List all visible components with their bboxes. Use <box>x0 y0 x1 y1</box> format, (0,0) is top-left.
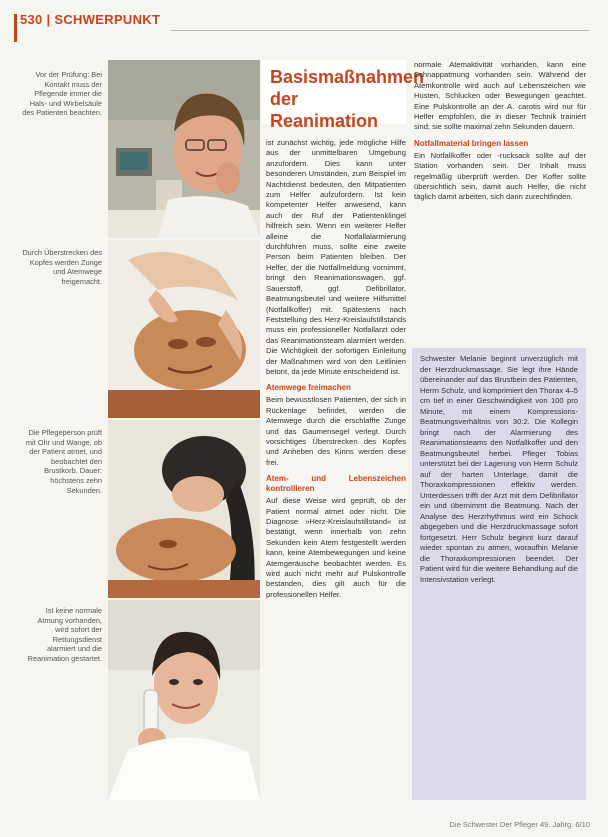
col2-paragraph-2: Ein Notfallkoffer oder -rucksack sollte auf der Station vorhanden sein. Der Inhalt muss regelmäßig überprüft werden. Der Koffer sollte übersichtlich sein, damit auch Helfer, die nicht täglich damit arbeiten, sich darin zurechtfinden. <box>414 150 586 202</box>
heading-material: Notfallmaterial bringen lassen <box>414 138 529 148</box>
title-line-1: Basismaßnahmen <box>270 67 425 87</box>
photo-phone-call <box>108 600 260 800</box>
heading-airway: Atemwege freimachen <box>266 383 351 393</box>
caption-4: Ist keine normale Atmung vorhanden, wird sofort der Rettungsdienst alarmiert und die Reanimation gestartet. <box>27 606 102 663</box>
col1-paragraph-2: Beim bewusstlosen Patienten, der sich in Rückenlage befindet, werden die Atemwege durch die erschlaffte Zunge und das Gaumensegel verlegt. Durch vorsichtiges Überstrecken des Kopfes und Anheben des Kinns werden diese frei. <box>266 395 406 467</box>
sidebar-text: Schwester Melanie beginnt unverzüglich mit der Herzdruckmassage. Sie legt ihre Hände übereinander auf das Brustbein des Patienten, Herrn Schulz, und komprimiert den Thorax 4–5 cm tief in einer Geschwindigkeit von 100 pro Minute, mit einem Kompressions-Beatmungsverhältnis von 30:2. Die Kollegin bringt nach der Alarmierung des Reanimationsteams den Notfallkoffer und den Beatmungsbeutel herbei. Pfleger Tobias unterstützt bei der Lagerung von Herrn Schulz auf der harten Unterlage, damit die Thoraxkompressionen effektiv werden. Unterdessen trifft der Arzt mit dem Defibrillator ein und übernimmt die Beatmung. Nach der Analyse des Herzrhythmus wird ein Schock abgegeben und die Herzdruckmassage sofort fortgesetzt. Herr Schulz beginnt kurz darauf wieder spontan zu atmen, woraufhin Melanie die Thoraxkompressionen beendet. Der Patient wird für die weitere Behandlung auf die Intensivstation verlegt. <box>420 354 578 584</box>
title-line-2: der Reanimation <box>270 89 379 131</box>
col1-paragraph-3: Auf diese Weise wird geprüft, ob der Patient normal atmet oder nicht. Die Diagnose »Herz-Kreislaufstillstand« ist bestätigt, wenn innerhalb von zehn Sekunden kein Atem festgestellt werden kann, keine Atembewegungen und keine Atemgeräusche beobachtet werden. Es wird auch nicht mehr auf Pulskontrolle bestanden, dies gilt auch für die professionellen Helfer. <box>266 496 406 599</box>
accent-bar <box>14 14 17 42</box>
case-sidebar <box>412 348 586 800</box>
page-number: 530 <box>20 12 43 27</box>
page-header <box>0 0 608 44</box>
text-column-2 <box>414 60 586 342</box>
caption-1: Vor der Prüfung: Bei Kontakt muss der Pflegende immer die Hals- und Wirbelsäule des Patienten beachten. <box>22 70 102 118</box>
text-column-1 <box>266 138 406 800</box>
page-footer: Die Schwester Der Pfleger 49. Jahrg. 6/10 <box>449 820 590 829</box>
section-name: SCHWERPUNKT <box>54 12 161 27</box>
header-rule <box>170 30 590 31</box>
caption-3: Die Pflegeperson prüft mit Ohr und Wange, ob der Patient atmet, und beobachtet den Brustkorb. Dauer: höchstens zehn Sekunden. <box>25 428 102 495</box>
photo-head-tilt <box>108 240 260 418</box>
article-title <box>262 60 425 131</box>
col1-paragraph-1: ist zunächst wichtig, jede mögliche Hilfe aus der unmittelbaren Umgebung anzufordern. Dies kann unter besonderen Umständen, zum Beispiel im Nachtdienst bedeuten, den Mitpatienten zum Helfer aufzufordern. Ist kein kompetenter Helfer anwesend, kann auch der Ruf der Patientenklingel hilfreich sein. Wenn ein weiterer Helfer alleine die Notfallalarmierung durchführen muss, sollte eine zweite Person beim Patienten bleiben. Der Helfer, der die Notfallmeldung vornimmt, bringt den Reanimationswagen, ggf. Sauerstoff, ggf. Defibrillator, Beatmungsbeutel und weitere Hilfsmittel (Notfallkoffer) mit. Spätestens nach Feststellung des Herz-Kreislaufstillstands muss ein professioneller Notfallarzt oder das Reanimationsteam alarmiert werden. Die Wichtigkeit der sofortigen Einleitung der Maßnahmen wird von den Leitlinien betont, da jede Minute entscheidend ist. <box>266 138 406 376</box>
caption-2: Durch Überstrecken des Kopfes werden Zunge und Atemwege freigemacht. <box>22 248 102 286</box>
photo-caregiver-man <box>108 60 260 238</box>
header-label: 530 | SCHWERPUNKT <box>20 12 161 27</box>
photo-breath-check <box>108 420 260 598</box>
col2-paragraph-1: normale Atemaktivität vorhanden, kann eine Schnappatmung vorhanden sein. Während der Atemkontrolle wird auch auf Lebenszeichen wie Husten, Schlucken oder Bewegungen geachtet. Eine Pulskontrolle an der A. carotis wird nur für Helfer empfohlen, die in dieser Technik trainiert sind; sie sollte maximal zehn Sekunden dauern. <box>414 60 586 132</box>
heading-check: Atem- und Lebenszeichen kontrollieren <box>266 474 406 494</box>
